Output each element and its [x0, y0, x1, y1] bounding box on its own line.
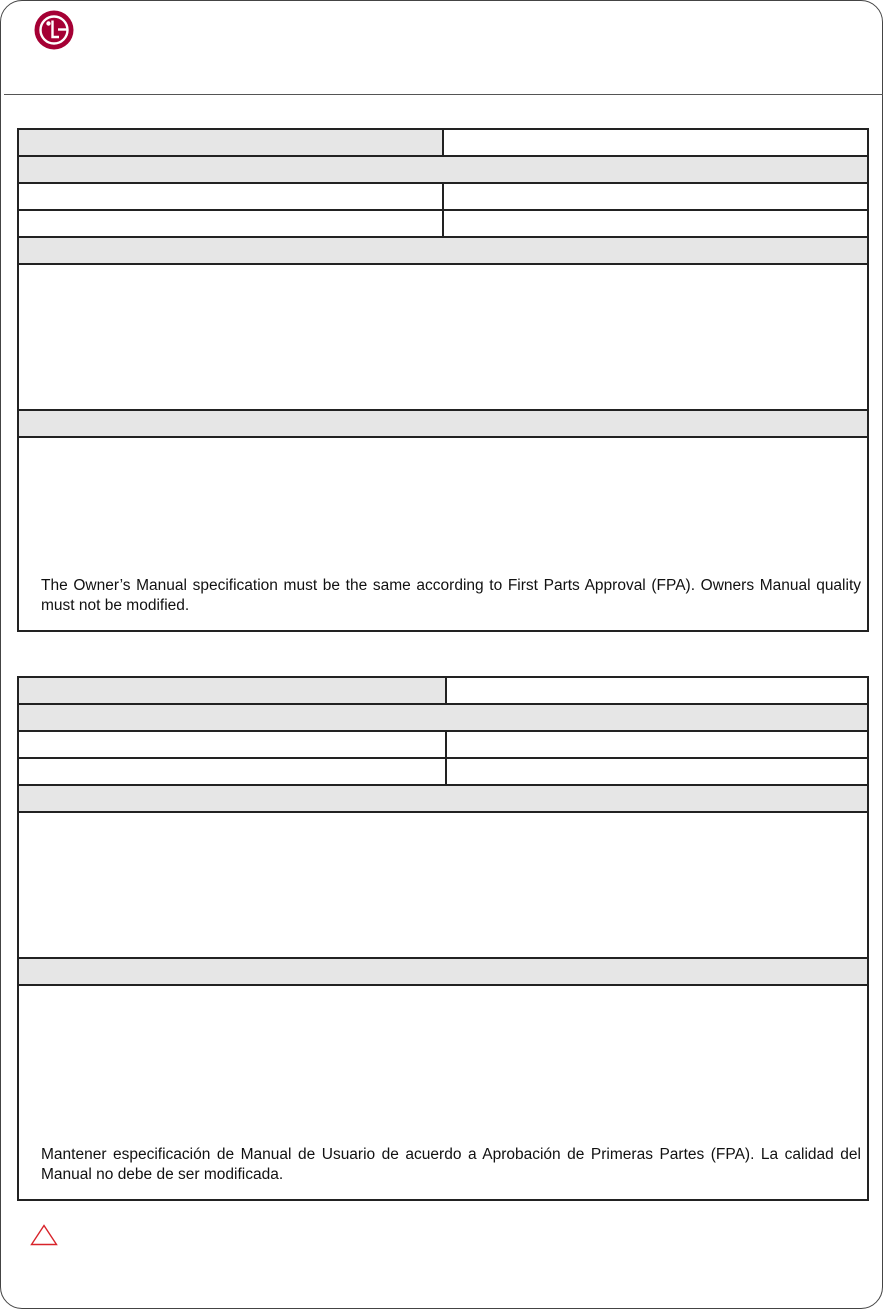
spec-row-band — [19, 959, 867, 986]
spec-section-english — [17, 128, 869, 632]
spec-cell-value — [444, 211, 867, 236]
spec-cell-label — [19, 130, 444, 155]
spec-row — [19, 184, 867, 211]
spec-notes-body — [19, 438, 867, 620]
spec-notes-body — [19, 986, 867, 1189]
spec-cell-value — [447, 759, 867, 784]
spec-cell-value — [447, 678, 867, 703]
spec-row — [19, 759, 867, 786]
spec-cell-label — [19, 732, 447, 757]
fpa-note-english: The Owner’s Manual specification must be the same according to First Parts Approval (FPA). Owners Manual quality must not be modified. — [41, 577, 861, 614]
header-divider — [4, 94, 883, 95]
spec-cell-value — [444, 130, 867, 155]
spec-cell-value — [447, 732, 867, 757]
spec-cell-label — [19, 211, 444, 236]
spec-cell-label — [19, 678, 447, 703]
spec-body — [19, 265, 867, 411]
spec-row-band — [19, 157, 867, 184]
spec-section-spanish — [17, 676, 869, 1201]
spec-body — [19, 813, 867, 959]
spec-row — [19, 732, 867, 759]
spec-cell-label — [19, 184, 444, 209]
spec-row-header — [19, 130, 867, 157]
fpa-note-spanish: Mantener especificación de Manual de Usuario de acuerdo a Aprobación de Primeras Partes (FPA). La calidad del Manual no debe de ser modificada. — [41, 1146, 861, 1183]
spec-row-band — [19, 786, 867, 813]
spec-row — [19, 211, 867, 238]
lg-logo-icon — [34, 10, 74, 50]
spec-cell-label — [19, 759, 447, 784]
spec-cell-value — [444, 184, 867, 209]
spec-row-header — [19, 678, 867, 705]
spec-row-band — [19, 411, 867, 438]
warning-triangle-icon — [30, 1224, 58, 1246]
spec-row-band — [19, 238, 867, 265]
spec-row-band — [19, 705, 867, 732]
